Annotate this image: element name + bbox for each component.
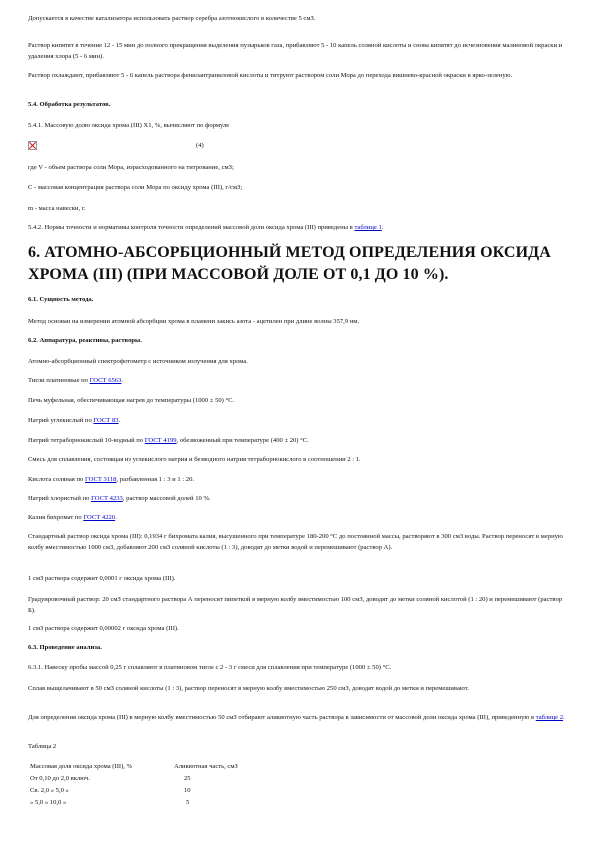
reagent-sodium-carbonate-text: Натрий углекислый по — [28, 417, 94, 424]
gost-6563-link[interactable]: ГОСТ 6563 — [89, 377, 122, 384]
section-5-4-1: 5.4.1. Массовую долю оксида хрома (III) Х1, %, вычисляют по формуле — [28, 122, 230, 129]
section-6-3-heading: 6.3. Проведение анализа. — [28, 644, 102, 651]
equipment-crucibles-text: Тигли платиновые по — [28, 377, 90, 384]
solution-a-content: 1 смЗ раствора содержит 0,0001 г оксида хрома (III). — [28, 575, 176, 582]
table-1-link[interactable]: таблице 1 — [354, 224, 382, 231]
gost-4233-link[interactable]: ГОСТ 4233 — [91, 495, 123, 502]
reagent-potassium-dichromate-end: . — [115, 514, 117, 521]
reagent-sodium-chloride-end: , раствор массовой долей 10 %. — [122, 495, 211, 502]
section-6-1-heading: 6.1. Сущность метода. — [28, 296, 94, 303]
reagent-sodium-tetraborate-end: , обезвоженный при температуре (400 ± 20) °С. — [176, 437, 309, 444]
equipment-furnace: Печь муфельная, обеспечивающая нагрев до температуры (1000 ± 50) °С. — [28, 397, 235, 404]
aliquot-paragraph-end: . — [563, 714, 565, 721]
section-6-heading: 6. АТОМНО-АБСОРБЦИОННЫЙ МЕТОД ОПРЕДЕЛЕНИЯ ОКСИДА ХРОМА (III) (ПРИ МАССОВОЙ ДОЛЕ ОТ 0,1 ДО 10 %). — [28, 244, 551, 283]
paragraph-catalyst: Допускается в качестве катализатора использовать раствор серебра азотнокислого в количестве 5 смЗ. — [28, 15, 316, 22]
where-v: где V - объем раствора соли Мора, израсходованного на титрование, смЗ; — [28, 164, 234, 171]
reagent-sodium-carbonate — [28, 415, 568, 426]
reagent-hydrochloric-acid — [28, 474, 568, 485]
table-2-link[interactable]: таблице 2 — [535, 714, 564, 721]
table-row — [30, 784, 242, 796]
formula-row — [28, 140, 568, 151]
reagent-potassium-dichromate — [28, 512, 568, 523]
section-6-2-heading: 6.2. Аппаратура, реактивы, растворы. — [28, 337, 142, 344]
table-row — [30, 796, 242, 808]
paragraph-titration: Раствор охлаждают, прибавляют 5 - 6 капель раствора фенилантраниловой кислоты и титруют раствором соли Мора до перехода вишнево-красной окраски в ярко-зеленую. — [28, 72, 513, 79]
paragraph-boiling: Раствор кипятят в течение 12 - 15 мин до полного прекращения выделения пузырьков газа, прибавляют 5 - 10 капель соляной кислоты и снова кипятят до исчезновения малиновой окраски и удаления хлора (5 - 6 мин). — [28, 42, 563, 60]
table-header-cell: Массовая доля оксида хрома (III), % — [30, 762, 133, 770]
standard-solution: Стандартный раствор оксида хрома (III): 0,1934 г бихромата калия, высушенного при температуре 180-200 °С до постоянной массы, растворяют в 300 смЗ воды. Раствор переносят в мерную колбу вместимостью 1000 смЗ, добавляют 200 смЗ соляной кислоты (1 : 3), доводят до метки водой и перемешивают (раствор А). — [28, 533, 563, 551]
table-row — [30, 772, 242, 784]
reagent-potassium-dichromate-text: Калия бихромат по — [28, 514, 84, 521]
aliquot-paragraph-text: Для определения оксида хрома (III) в мерную колбу вместимостью 50 смЗ отбирают аликвотную часть раствора в зависимости от массовой доли оксида хрома (III), приведенную в — [28, 714, 536, 721]
method-principle: Метод основан на измерении атомной абсорбции хрома в пламени закись азота - ацетилен при длине волны 357,9 нм. — [28, 318, 360, 325]
leaching-paragraph: Сплав выщелачивают в 50 смЗ соляной кислоты (1 : 3), раствор переносят в мерную колбу вместимостью 250 смЗ, доводят водой до метки и перемешивают. — [28, 685, 469, 692]
reagent-sodium-tetraborate-text: Натрий тетраборнокислый 10-водный по — [28, 437, 145, 444]
broken-image-icon — [28, 141, 37, 150]
formula-number: (4) — [196, 142, 204, 149]
where-m: m - масса навески, г. — [28, 205, 86, 212]
section-6-3-1: 6.3.1. Навеску пробы массой 0,25 г сплавляют в платиновом тигле с 2 - 3 г смеси для сплавления при температуре (1000 ± 50) °С. — [28, 664, 392, 671]
section-5-4-2-end: . — [381, 224, 384, 231]
equipment-spectrophotometer: Атомно-абсорбционный спектрофотометр с источником излучения для хрома. — [28, 358, 248, 365]
reagent-sodium-tetraborate — [28, 435, 568, 446]
table-2 — [30, 760, 242, 808]
table-cell: 5 — [186, 798, 190, 806]
calibration-solution: Градуировочный раствор: 20 смЗ стандартного раствора А переносят пипеткой в мерную колбу вместимостью 100 смЗ, доводят до метки соляной кислотой (1 : 20) и перемешивают (раствор Б). — [28, 596, 563, 614]
section-5-4-heading: 5.4. Обработка результатов. — [28, 101, 111, 108]
section-5-4-2 — [28, 222, 568, 233]
reagent-sodium-chloride — [28, 493, 568, 504]
table-cell: 10 — [184, 786, 191, 794]
table-cell: Св. 2,0 » 5,0 » — [30, 786, 69, 794]
reagent-hydrochloric-acid-text: Кислота соляная по — [28, 476, 85, 483]
reagent-sodium-carbonate-end: . — [118, 417, 121, 424]
aliquot-paragraph — [28, 712, 568, 723]
equipment-crucibles-end: . — [121, 377, 124, 384]
table-cell: От 0,10 до 2,0 включ. — [30, 774, 90, 782]
reagent-hydrochloric-acid-end: , разбавленная 1 : 3 и 1 : 20. — [116, 476, 195, 483]
table-2-caption: Таблица 2 — [28, 743, 57, 750]
solution-b-content: 1 смЗ раствора содержит 0,00002 г оксида хрома (III). — [28, 625, 179, 632]
table-header-row — [30, 760, 242, 772]
gost-3118-link[interactable]: ГОСТ 3118 — [84, 476, 117, 483]
table-cell: » 5,0 » 10,0 » — [30, 798, 67, 806]
where-c: С - массовая концентрация раствора соли Мора по оксиду хрома (III), г/смЗ; — [28, 184, 243, 191]
gost-83-link[interactable]: ГОСТ 83 — [93, 417, 119, 424]
equipment-crucibles — [28, 375, 568, 386]
reagent-fusion-mixture: Смесь для сплавления, состоящая из углекислого натрия и безводного натрия тетраборнокислого в соотношении 2 : 1. — [28, 456, 361, 463]
gost-4220-link[interactable]: ГОСТ 4220 — [83, 514, 116, 521]
reagent-sodium-chloride-text: Натрий хлористый по — [28, 495, 92, 502]
gost-4199-link[interactable]: ГОСТ 4199 — [144, 437, 177, 444]
table-header-cell: Аликвотная часть, смЗ — [174, 762, 238, 770]
section-5-4-2-text: 5.4.2. Нормы точности и нормативы контроля точности определений массовой доли оксида хрома (III) приведены в — [28, 224, 355, 231]
table-cell: 25 — [184, 774, 191, 782]
